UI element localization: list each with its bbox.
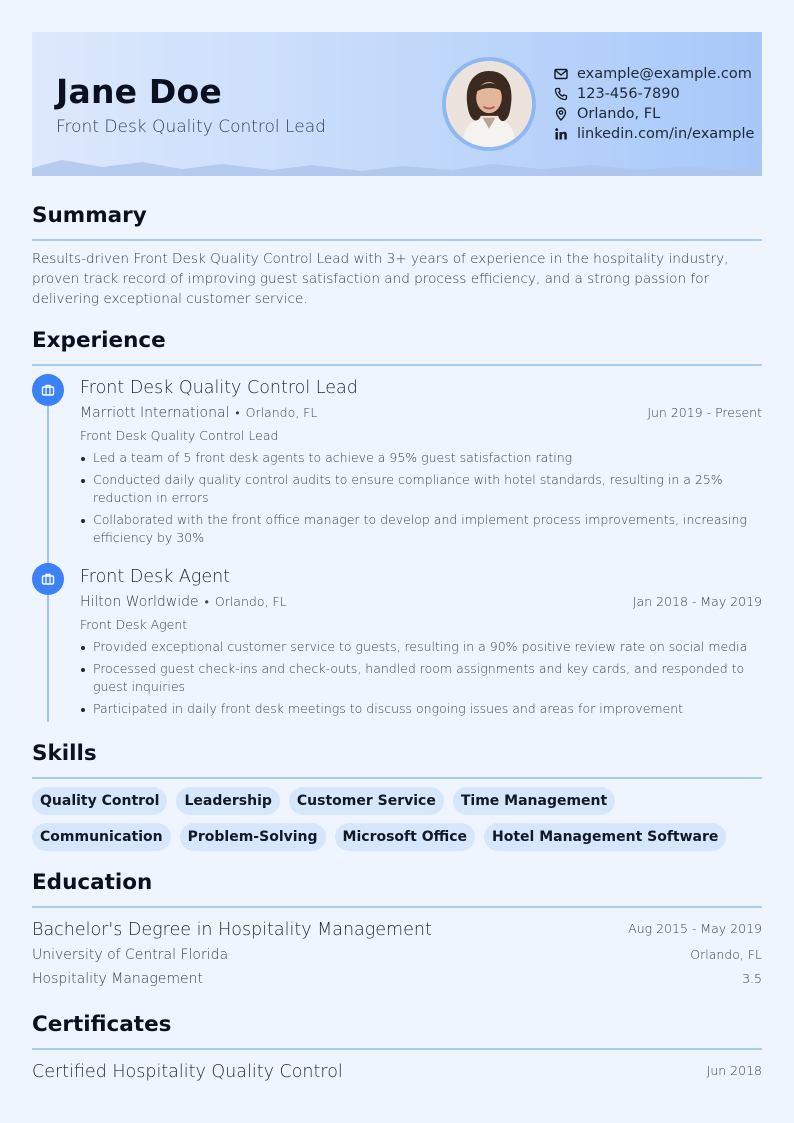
resume-header	[32, 32, 762, 176]
job-company-line	[80, 593, 287, 611]
skill-chip: Microsoft Office	[335, 823, 475, 851]
job-subtitle: Front Desk Quality Control Lead	[80, 428, 279, 443]
certificates-divider	[32, 1048, 762, 1050]
summary-text: Results-driven Front Desk Quality Control Lead with 3+ years of experience in the hospitality industry, proven track record of improving guest satisfaction and process efficiency, and a strong passion for delivering exceptional customer service.	[32, 251, 729, 307]
list-item: Collaborated with the front office manager to develop and implement process improvements, increasing efficiency by 30%	[80, 511, 762, 547]
job-dates: Jan 2018 - May 2019	[632, 594, 762, 609]
summary-divider	[32, 239, 762, 241]
education-school: University of Central Florida	[32, 947, 229, 963]
email-text: example@example.com	[577, 66, 752, 82]
candidate-name: Jane Doe	[56, 72, 222, 111]
job-location: Orlando, FL	[245, 405, 318, 420]
skills-list	[32, 787, 762, 851]
experience-divider	[32, 364, 762, 366]
certificate-name: Certified Hospitality Quality Control	[32, 1062, 343, 1082]
list-item: Led a team of 5 front desk agents to achieve a 95% guest satisfaction rating	[80, 449, 762, 467]
skill-chip: Quality Control	[32, 787, 167, 815]
experience-timeline	[47, 380, 49, 722]
envelope-icon	[554, 67, 568, 81]
summary-heading: Summary	[32, 203, 147, 228]
job-title: Front Desk Quality Control Lead	[80, 378, 358, 398]
separator-dot: •	[204, 595, 209, 609]
certificate-date: Jun 2018	[706, 1063, 762, 1078]
certificates-heading: Certificates	[32, 1012, 172, 1037]
contact-location	[554, 104, 754, 124]
header-wave-decoration	[32, 158, 762, 176]
contact-email[interactable]	[554, 64, 754, 84]
job-location: Orlando, FL	[214, 594, 287, 609]
briefcase-icon	[32, 374, 64, 406]
list-item: Conducted daily quality control audits to ensure compliance with hotel standards, resulting in a 25% reduction in errors	[80, 471, 762, 507]
job-dates: Jun 2019 - Present	[647, 405, 762, 420]
phone-text: 123-456-7890	[577, 86, 680, 102]
separator-dot: •	[235, 406, 240, 420]
education-field: Hospitality Management	[32, 971, 203, 987]
education-location: Orlando, FL	[690, 947, 762, 962]
linkedin-icon	[554, 127, 568, 141]
skill-chip: Problem-Solving	[180, 823, 326, 851]
education-degree: Bachelor's Degree in Hospitality Management	[32, 920, 432, 940]
education-divider	[32, 906, 762, 908]
contact-phone[interactable]	[554, 84, 754, 104]
job-company-line	[80, 404, 317, 422]
phone-icon	[554, 87, 568, 101]
avatar	[442, 57, 536, 151]
list-item: Provided exceptional customer service to guests, resulting in a 90% positive review rate on social media	[80, 638, 762, 656]
skill-chip: Communication	[32, 823, 171, 851]
location-text: Orlando, FL	[577, 106, 661, 122]
job-title: Front Desk Agent	[80, 567, 231, 587]
job-bullets	[80, 638, 762, 722]
list-item: Participated in daily front desk meetings to discuss ongoing issues and areas for improvement	[80, 700, 762, 718]
skill-chip: Hotel Management Software	[484, 823, 726, 851]
job-company: Marriott International	[80, 405, 230, 421]
skills-divider	[32, 777, 762, 779]
skills-heading: Skills	[32, 741, 97, 766]
education-heading: Education	[32, 870, 153, 895]
experience-heading: Experience	[32, 328, 166, 353]
linkedin-text: linkedin.com/in/example	[577, 126, 755, 142]
contact-linkedin[interactable]	[554, 124, 754, 144]
skill-chip: Customer Service	[289, 787, 444, 815]
education-dates: Aug 2015 - May 2019	[628, 921, 762, 936]
education-gpa: 3.5	[742, 971, 762, 986]
candidate-role: Front Desk Quality Control Lead	[56, 117, 326, 137]
skill-chip: Time Management	[453, 787, 615, 815]
contact-list	[554, 64, 754, 144]
map-pin-icon	[554, 107, 568, 121]
list-item: Processed guest check-ins and check-outs, handled room assignments and key cards, and responded to guest inquiries	[80, 660, 762, 696]
job-company: Hilton Worldwide	[80, 594, 199, 610]
briefcase-icon	[32, 563, 64, 595]
portrait-photo	[446, 61, 532, 147]
job-bullets	[80, 449, 762, 551]
skill-chip: Leadership	[176, 787, 279, 815]
job-subtitle: Front Desk Agent	[80, 617, 188, 632]
